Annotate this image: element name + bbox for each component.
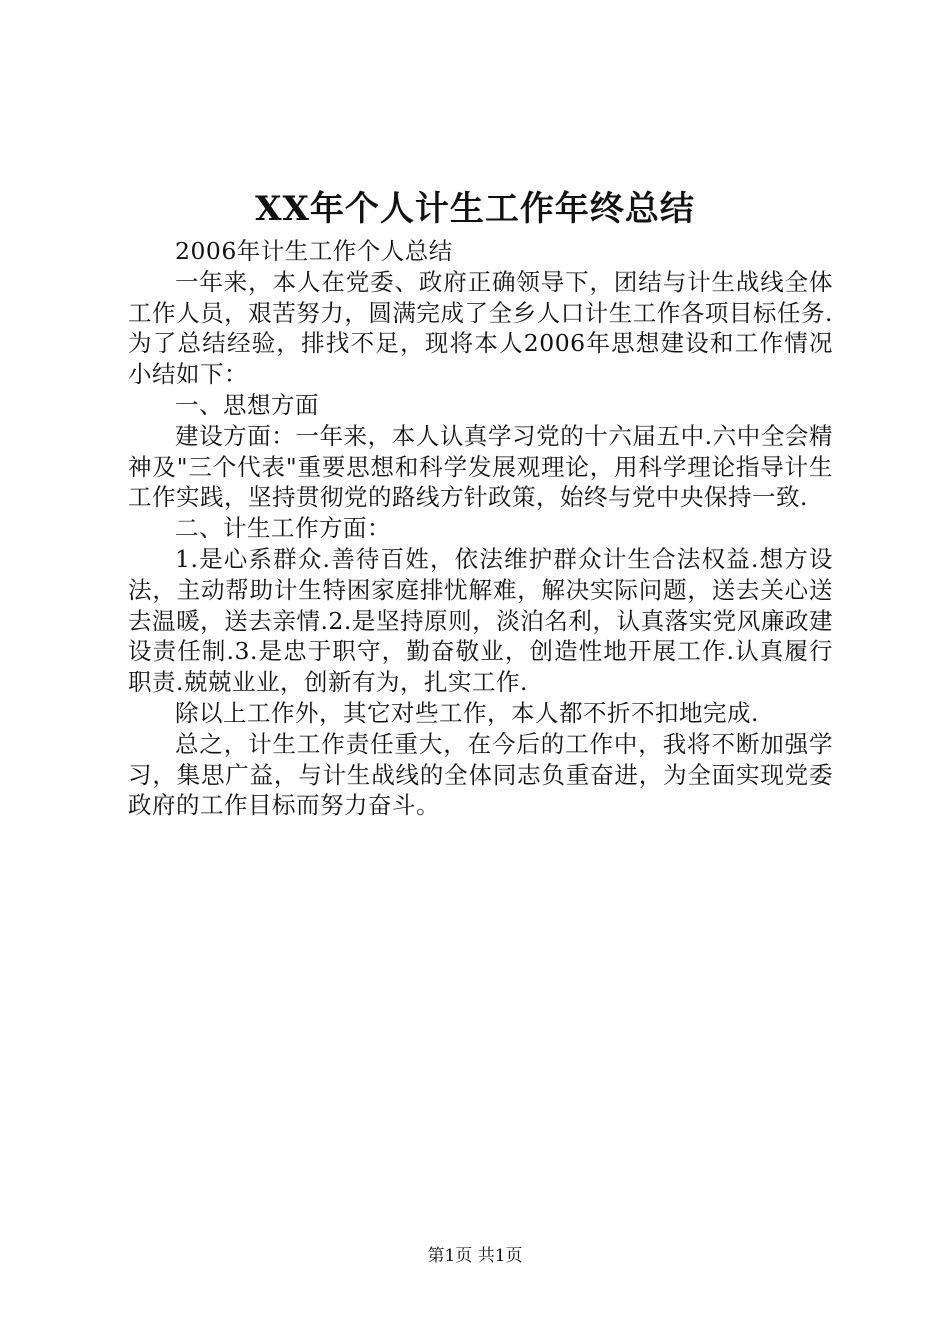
paragraph-work: 1.是心系群众.善待百姓，依法维护群众计生合法权益.想方设法，主动帮助计生特困家庭排忧解难，解决实际问题，送去关心送去温暖，送去亲情.2.是坚持原则，淡泊名利，认真落实党风廉政建设责任制.3.是忠于职守，勤奋敬业，创造性地开展工作.认真履行职责.兢兢业业，创新有为，扎实工作.: [128, 544, 833, 697]
paragraph-thought: 建设方面：一年来，本人认真学习党的十六届五中.六中全会精神及"三个代表"重要思想和科学发展观理论，用科学理论指导计生工作实践，坚持贯彻党的路线方针政策，始终与党中央保持一致.: [128, 421, 833, 512]
paragraph-intro: 一年来，本人在党委、政府正确领导下，团结与计生战线全体工作人员，艰苦努力，圆满完成了全乡人口计生工作各项目标任务.为了总结经验，排找不足，现将本人2006年思想建设和工作情况小结如下：: [128, 267, 833, 389]
section-heading-thought: 一、思想方面: [175, 390, 319, 419]
document-title: XX年个人计生工作年终总结: [255, 189, 695, 229]
paragraph-conclusion: 总之，计生工作责任重大，在今后的工作中，我将不断加强学习，集思广益，与计生战线的全体同志负重奋进，为全面实现党委政府的工作目标而努力奋斗。: [128, 729, 833, 820]
page-number-footer: 第1页 共1页: [427, 1246, 523, 1266]
document-body: [128, 236, 833, 821]
section-heading-work: 二、计生工作方面：: [175, 514, 391, 543]
paragraph-subtitle: 2006年计生工作个人总结: [175, 237, 453, 265]
paragraph-other: 除以上工作外，其它对些工作，本人都不折不扣地完成.: [175, 698, 759, 727]
